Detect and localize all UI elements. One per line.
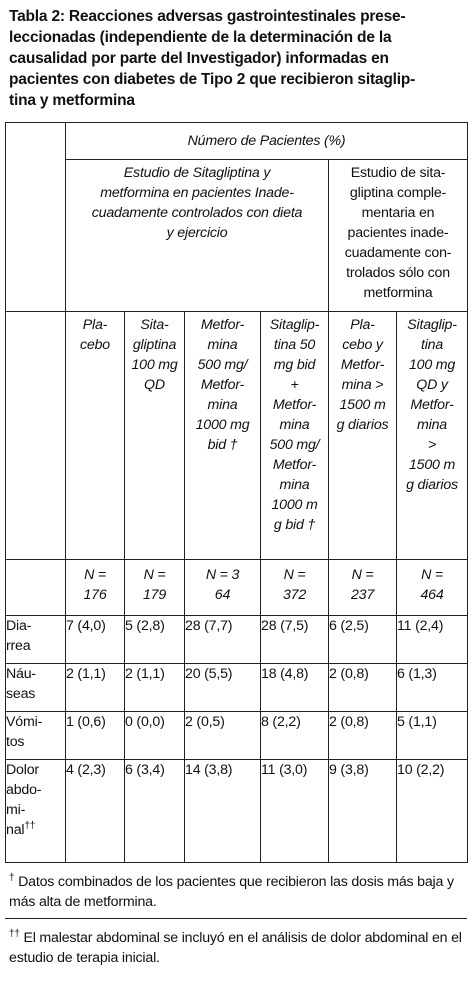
row-label-nauseas: Náu- seas xyxy=(6,664,66,712)
table-cell: 5 (1,1) xyxy=(397,712,468,760)
header-empty-cell xyxy=(6,123,66,312)
n-value: N = 464 xyxy=(397,560,468,615)
footnote-text: El malestar abdominal se incluyó en el análisis de dolor abdominal en el estudio de terapia inicial. xyxy=(9,930,462,966)
table-cell: 11 (2,4) xyxy=(397,615,468,663)
table-cell: 6 (3,4) xyxy=(125,760,185,863)
footnote-mark: †† xyxy=(9,928,20,940)
footnote-text: Datos combinados de los pacientes que recibieron las dosis más baja y más alta de metformina. xyxy=(9,874,454,910)
table-cell: 5 (2,8) xyxy=(125,615,185,663)
table-cell: 14 (3,8) xyxy=(185,760,261,863)
footnote-divider xyxy=(5,918,467,919)
table-row xyxy=(6,760,468,863)
row-label-dolor-abdominal xyxy=(6,760,66,863)
table-cell: 20 (5,5) xyxy=(185,664,261,712)
footnote-mark: † xyxy=(9,872,15,884)
table-cell: 28 (7,5) xyxy=(261,615,329,663)
table-caption: Tabla 2: Reacciones adversas gastrointestinales prese- leccionadas (independiente de la determinación de la causalidad por parte del Investigador) informadas en pacientes con diabetes de Tipo 2 que recibieron sitaglip- tina y metformina xyxy=(9,8,416,109)
row-label-text: Dolor abdo- mi- nal xyxy=(6,762,42,839)
table-cell: 8 (2,2) xyxy=(261,712,329,760)
table-cell: 2 (1,1) xyxy=(125,664,185,712)
footnote-1 xyxy=(9,872,462,912)
n-value: N = 237 xyxy=(329,560,397,615)
adverse-reactions-table xyxy=(5,122,468,863)
row-label-diarrea: Dia- rrea xyxy=(6,615,66,663)
table-cell: 4 (2,3) xyxy=(66,760,125,863)
footnote-2 xyxy=(9,928,462,968)
n-value: N = 176 xyxy=(66,560,125,615)
n-value: N = 3 64 xyxy=(185,560,261,615)
column-header: Sitaglip- tina 100 mg QD y Metfor- mina > 1500 m g diarios xyxy=(397,312,468,560)
column-header: Metfor- mina 500 mg/ Metfor- mina 1000 mg bid † xyxy=(185,312,261,560)
table-row xyxy=(6,712,468,760)
table-cell: 1 (0,6) xyxy=(66,712,125,760)
table-cell: 2 (0,8) xyxy=(329,664,397,712)
table-cell: 2 (0,5) xyxy=(185,712,261,760)
table-cell: 2 (1,1) xyxy=(66,664,125,712)
column-header: Sitaglip- tina 50 mg bid + Metfor- mina 500 mg/ Metfor- mina 1000 m g bid † xyxy=(261,312,329,560)
table-cell: 0 (0,0) xyxy=(125,712,185,760)
column-header: Sita- gliptina 100 mg QD xyxy=(125,312,185,560)
table-cell: 7 (4,0) xyxy=(66,615,125,663)
table-cell: 28 (7,7) xyxy=(185,615,261,663)
column-header-empty-cell xyxy=(6,312,66,560)
table-cell: 6 (2,5) xyxy=(329,615,397,663)
table-cell: 10 (2,2) xyxy=(397,760,468,863)
super-header: Número de Pacientes (%) xyxy=(66,123,468,160)
n-row-empty-cell xyxy=(6,560,66,615)
column-header: Pla- cebo xyxy=(66,312,125,560)
table-cell: 2 (0,8) xyxy=(329,712,397,760)
table-row xyxy=(6,615,468,663)
group-header-add-on-therapy: Estudio de sita- gliptina comple- mentaria en pacientes inade- cuadamente con- trolados sólo con metformina xyxy=(329,159,468,312)
table-cell: 11 (3,0) xyxy=(261,760,329,863)
table-cell: 6 (1,3) xyxy=(397,664,468,712)
row-label-vomitos: Vómi- tos xyxy=(6,712,66,760)
table-row xyxy=(6,664,468,712)
n-value: N = 179 xyxy=(125,560,185,615)
table-cell: 18 (4,8) xyxy=(261,664,329,712)
table-cell: 9 (3,8) xyxy=(329,760,397,863)
footnote-mark: †† xyxy=(24,820,36,832)
column-header: Pla- cebo y Metfor- mina > 1500 m g diarios xyxy=(329,312,397,560)
n-value: N = 372 xyxy=(261,560,329,615)
group-header-initial-therapy: Estudio de Sitagliptina y metformina en pacientes Inade- cuadamente controlados con dieta y ejercicio xyxy=(66,159,329,312)
